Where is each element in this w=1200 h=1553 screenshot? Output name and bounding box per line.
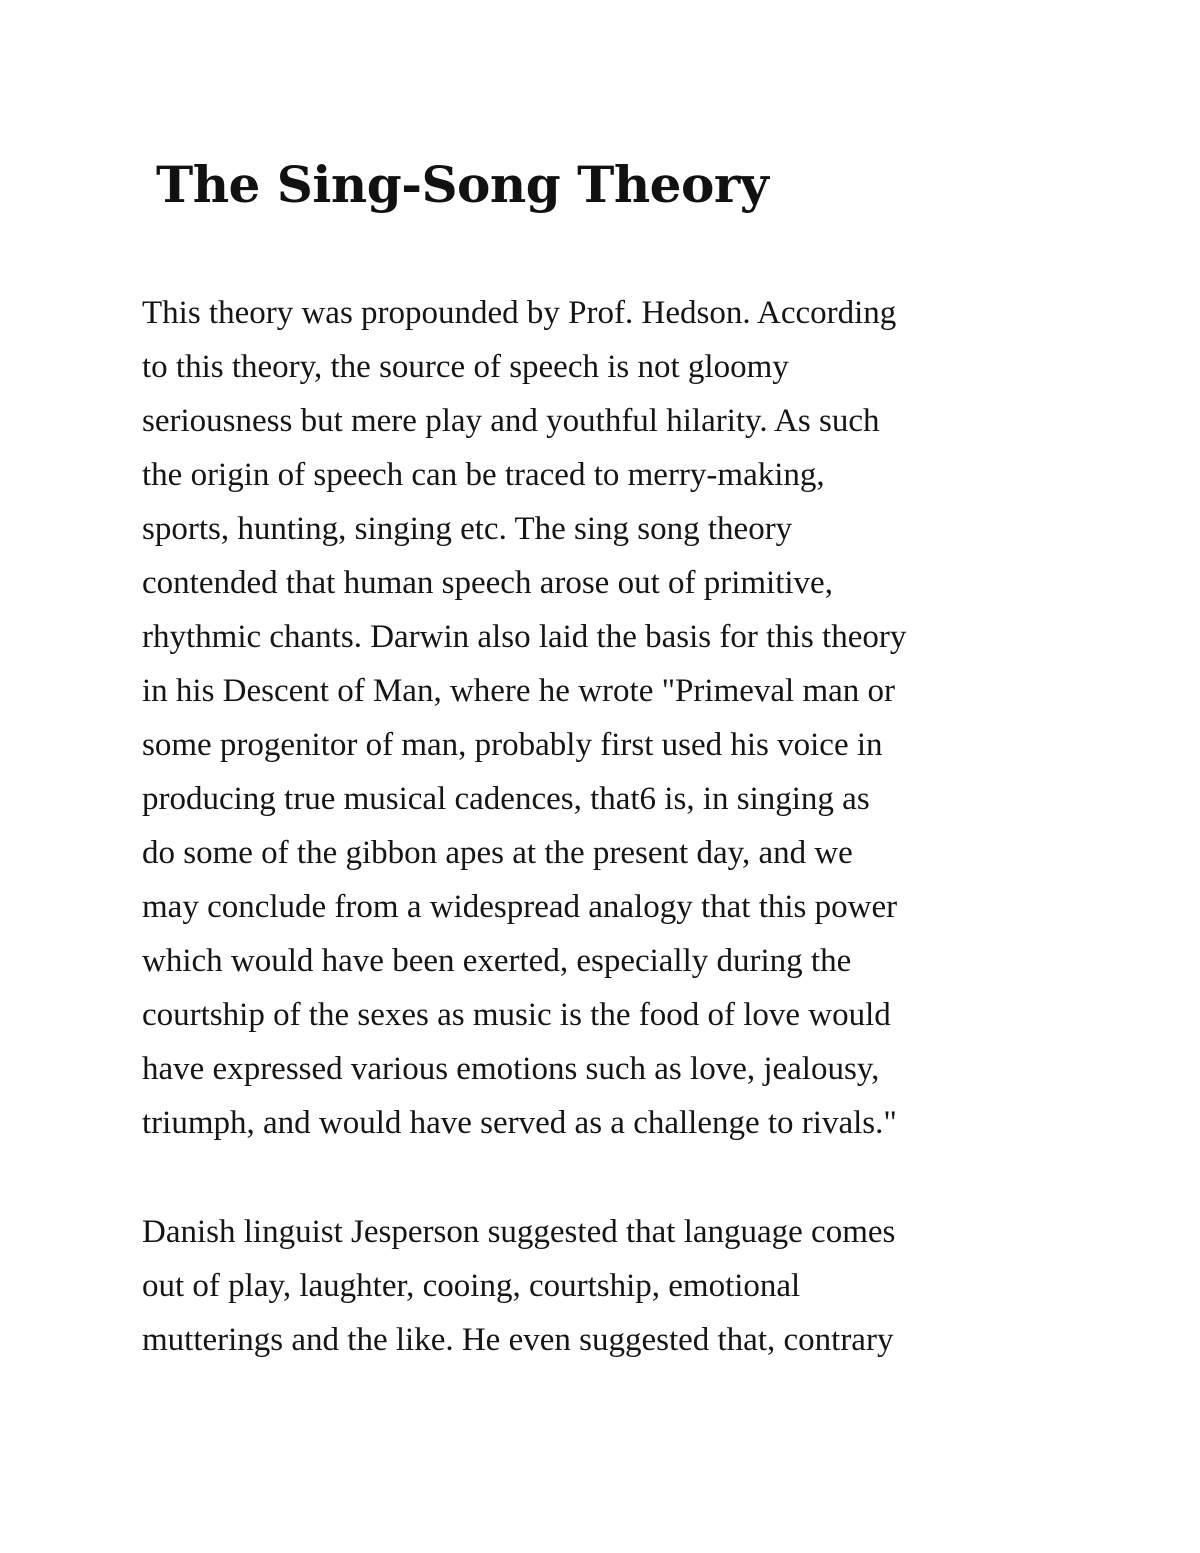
text-line: which would have been exerted, especially during the — [142, 943, 852, 979]
document-title: The Sing-Song Theory — [156, 155, 769, 214]
text-line: rhythmic chants. Darwin also laid the basis for this theory — [142, 619, 907, 655]
text-line: have expressed various emotions such as love, jealousy, — [142, 1051, 880, 1087]
text-line: producing true musical cadences, that6 is, in singing as — [142, 781, 870, 817]
text-line: some progenitor of man, probably first used his voice in — [142, 727, 883, 763]
text-line: contended that human speech arose out of primitive, — [142, 565, 833, 601]
text-line: mutterings and the like. He even suggested that, contrary — [142, 1322, 894, 1358]
text-line: This theory was propounded by Prof. Hedson. According — [142, 295, 897, 331]
text-line: may conclude from a widespread analogy that this power — [142, 889, 898, 925]
text-line: triumph, and would have served as a challenge to rivals." — [142, 1105, 897, 1141]
text-line: seriousness but mere play and youthful hilarity. As such — [142, 403, 880, 439]
text-line: out of play, laughter, cooing, courtship, emotional — [142, 1268, 801, 1304]
paragraph-2 — [142, 1205, 1082, 1367]
text-line: the origin of speech can be traced to merry-making, — [142, 457, 825, 493]
text-line: do some of the gibbon apes at the present day, and we — [142, 835, 853, 871]
text-line: in his Descent of Man, where he wrote "Primeval man or — [142, 673, 896, 709]
text-line: to this theory, the source of speech is not gloomy — [142, 349, 789, 385]
text-line: sports, hunting, singing etc. The sing song theory — [142, 511, 793, 547]
text-line: Danish linguist Jesperson suggested that language comes — [142, 1214, 896, 1250]
text-line: courtship of the sexes as music is the food of love would — [142, 997, 891, 1033]
paragraph-1 — [142, 286, 1082, 1150]
